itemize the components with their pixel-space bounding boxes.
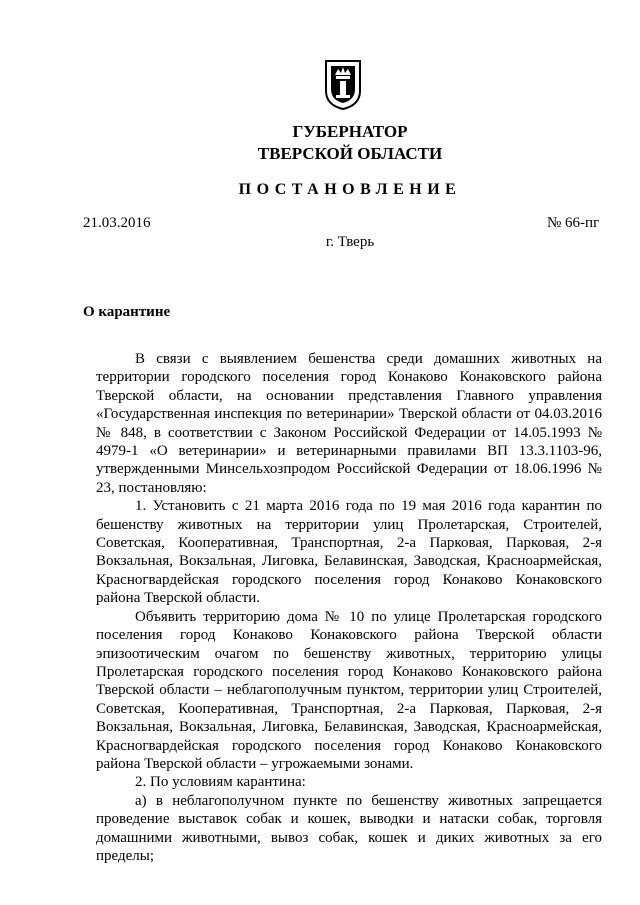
document-subject: О карантине bbox=[83, 304, 171, 320]
paragraph-item-2: 2. По условиям карантина: bbox=[135, 774, 306, 791]
paragraph-preamble: В связи с выявлением бешенства среди домашних животных на территории городского поселения город Конаково Конаковского района Тверской области, на основании представления Главного управления «Государственная инспекция по ветеринарии» Тверской области от 04.03.2016 № 848, в соответствии с Законом Российской Федерации от 14.05.1993 № 4979-1 «О ветеринарии» и ветеринарными правилами ВП 13.3.1103-96, утвержденными Минсельхозпродом Российской Федерации от 18.06.1996 № 23, постановляю: bbox=[96, 351, 602, 496]
coat-of-arms-icon bbox=[323, 55, 363, 111]
document-city: г. Тверь bbox=[325, 234, 375, 250]
document-number: № 66-пг bbox=[547, 215, 600, 231]
paragraph-item-2a: а) в неблагополучном пункте по бешенству животных запрещается проведение выставок собак и кошек, выводки и натаски собак, торговля домашними животными, вывоз собак, кошек и диких животных за его пределы; bbox=[96, 792, 602, 864]
paragraph-declaration: Объявить территорию дома № 10 по улице Пролетарская городского поселения город Конаково Конаковского района Тверской области эпизоотическим очагом по бешенству животных, территорию улицы Пролетарская городского поселения город Конаково Конаковского района Тверской области – неблагополучным пунктом, территории улиц Строителей, Советская, Кооперативная, Транспортная, 2-а Парковая, Парковая, 2-я Вокзальная, Вокзальная, Лиговка, Белавинская, Заводская, Красноармейская, Красногвардейская городского поселения город Конаково Конаковского района Тверской области – угрожаемыми зонами. bbox=[96, 608, 602, 772]
paragraph-item-1: 1. Установить с 21 марта 2016 года по 19 мая 2016 года карантин по бешенству животных на территории улиц Пролетарская, Строителей, Советская, Кооперативная, Транспортная, 2-а Парковая, Парковая, 2-я Вокзальная, Вокзальная, Лиговка, Белавинская, Заводская, Красноармейская, Красногвардейская городского поселения город Конаково Конаковского района Тверской области. bbox=[96, 498, 602, 607]
header-title-line1: ГУБЕРНАТОР bbox=[292, 122, 408, 141]
document-body bbox=[96, 350, 602, 865]
document-type: ПОСТАНОВЛЕНИЕ bbox=[238, 181, 462, 198]
header-title-line2: ТВЕРСКОЙ ОБЛАСТИ bbox=[257, 144, 443, 163]
document-date: 21.03.2016 bbox=[83, 215, 151, 231]
